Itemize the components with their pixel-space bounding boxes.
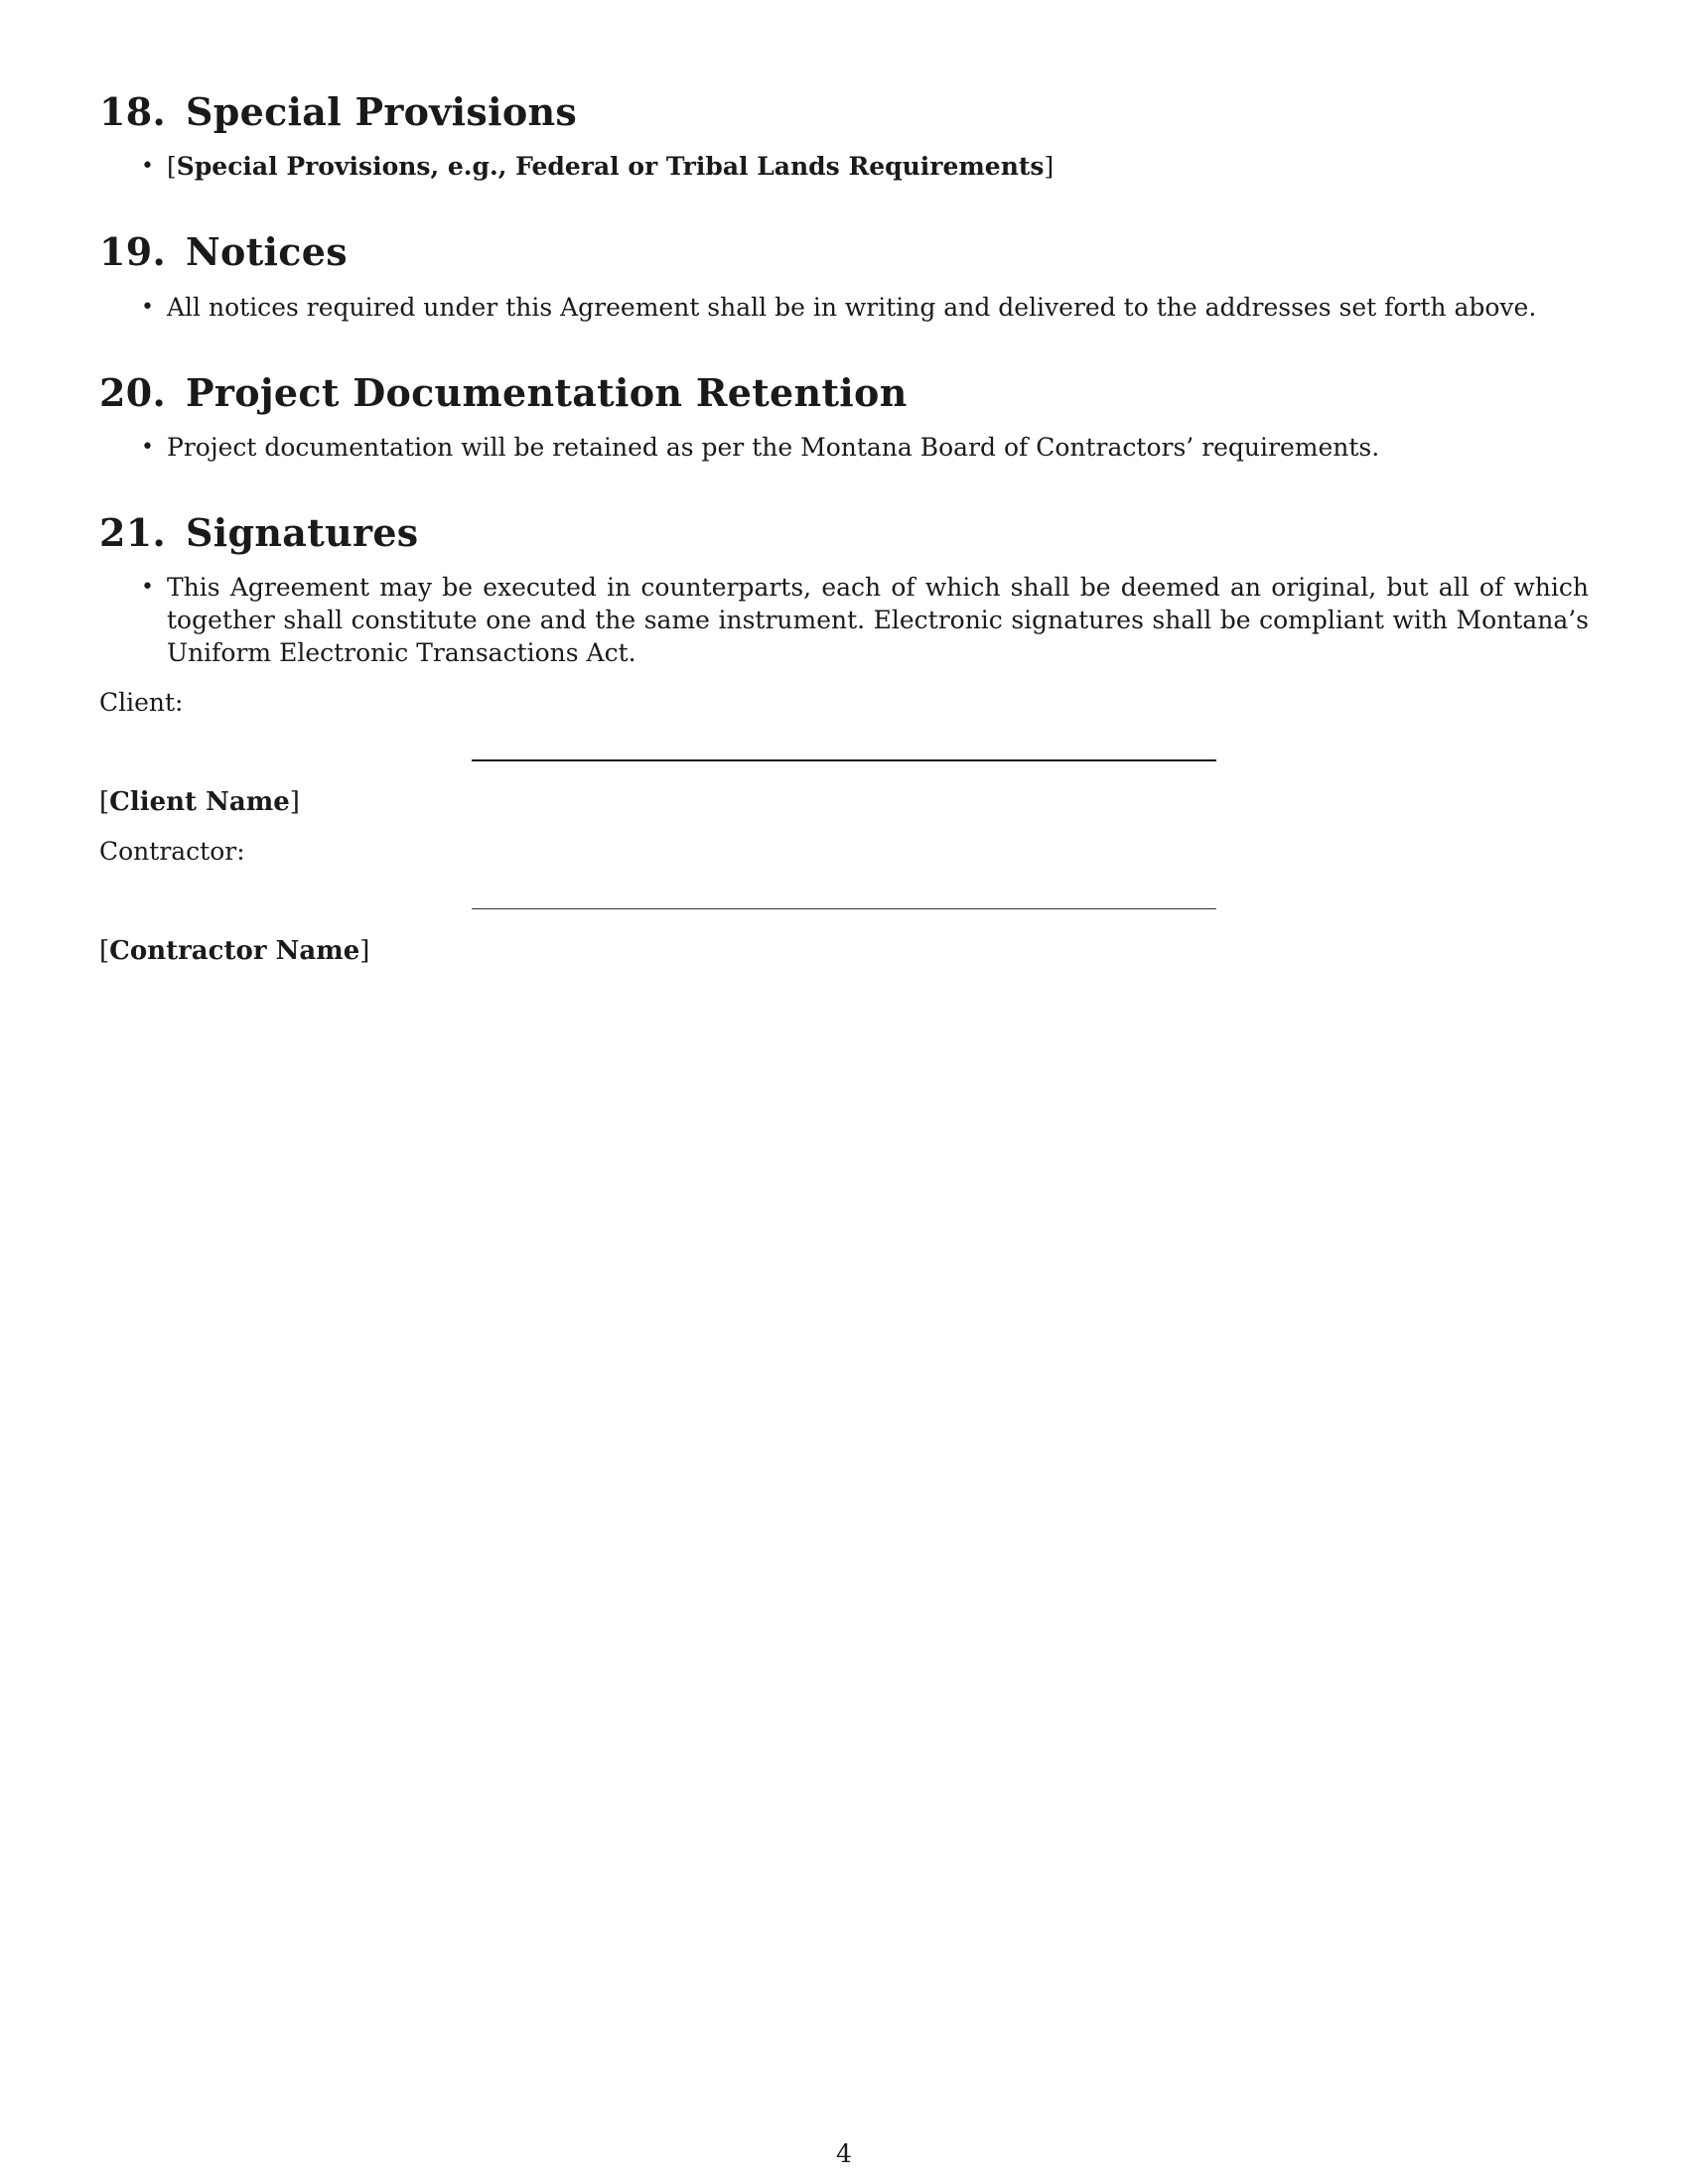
contractor-label: Contractor: — [99, 837, 245, 866]
notices-item — [141, 291, 1589, 324]
section-title: Project Documentation Retention — [186, 370, 908, 415]
section-number: 19. — [99, 229, 167, 274]
client-label: Client: — [99, 688, 184, 717]
bullet-icon: • — [141, 154, 154, 179]
section-heading-notices — [99, 229, 348, 274]
page-number: 4 — [836, 2139, 852, 2168]
section-heading-signatures — [99, 510, 419, 555]
bracket-close: ] — [289, 787, 300, 817]
section-number: 20. — [99, 370, 167, 415]
signatures-text: This Agreement may be executed in counterparts, each of which shall be deemed an original, but all of which together shall constitute one and the same instrument. Electronic signatures shall be compliant with Montana’s Uniform Electronic Transactions Act. — [167, 573, 1589, 667]
client-name-placeholder: Client Name — [109, 787, 290, 817]
client-name — [99, 785, 300, 819]
client-signature-line[interactable] — [472, 759, 1216, 761]
notices-text: All notices required under this Agreement shall be in writing and delivered to the addresses set forth above. — [167, 293, 1537, 322]
section-heading-special-provisions — [99, 89, 578, 134]
bullet-icon: • — [141, 435, 154, 460]
bracket-open: [ — [167, 152, 177, 181]
contractor-name — [99, 934, 369, 968]
bracket-open: [ — [99, 787, 110, 817]
section-title: Signatures — [186, 510, 419, 555]
section-heading-documentation-retention — [99, 370, 908, 415]
section-title: Special Provisions — [186, 89, 578, 134]
documentation-retention-text: Project documentation will be retained as per the Montana Board of Contractors’ requirements. — [167, 433, 1380, 462]
bullet-icon: • — [141, 575, 154, 600]
contractor-signature-line[interactable] — [472, 908, 1216, 909]
special-provisions-item — [141, 150, 1589, 183]
special-provisions-placeholder: Special Provisions, e.g., Federal or Tribal Lands Requirements — [176, 152, 1045, 181]
bracket-open: [ — [99, 936, 110, 966]
bracket-close: ] — [1044, 152, 1055, 181]
section-title: Notices — [186, 229, 348, 274]
documentation-retention-item — [141, 431, 1589, 464]
bullet-icon: • — [141, 295, 154, 320]
contractor-name-placeholder: Contractor Name — [109, 936, 360, 966]
section-number: 21. — [99, 510, 167, 555]
bracket-close: ] — [359, 936, 370, 966]
document-page — [99, 0, 1589, 2184]
signatures-item — [141, 571, 1589, 669]
section-number: 18. — [99, 89, 167, 134]
